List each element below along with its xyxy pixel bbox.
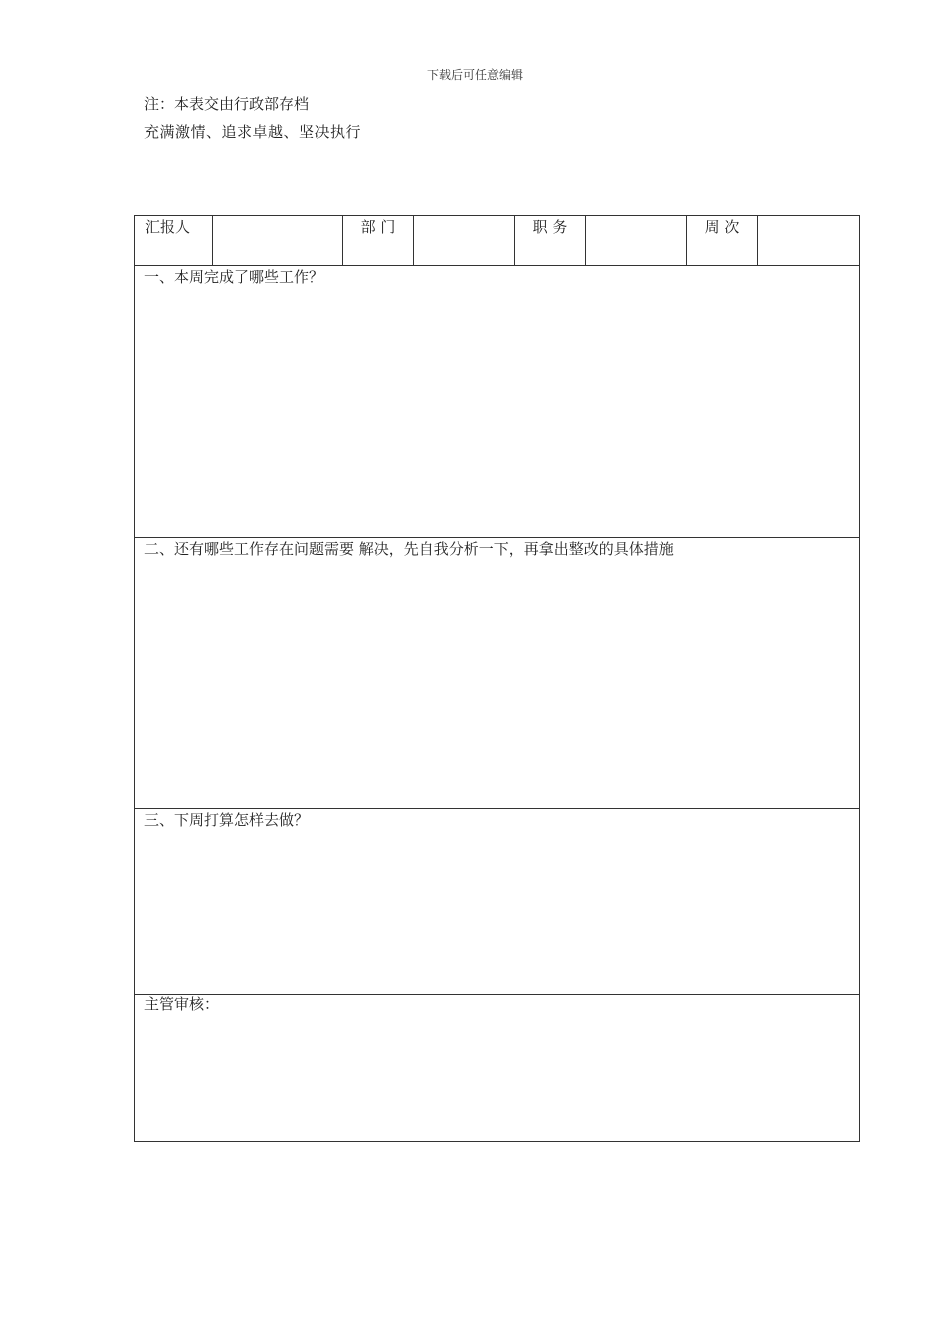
department-field[interactable] [414, 216, 515, 266]
archive-note: 注：本表交由行政部存档 [144, 95, 310, 113]
section-review-row [135, 995, 860, 1142]
section-issues-title: 二、还有哪些工作存在问题需要 解决，先自我分析一下，再拿出整改的具体措施 [144, 540, 674, 558]
supervisor-review-label: 主管审核： [144, 995, 220, 1013]
section-next-week-area[interactable] [135, 809, 860, 995]
position-field[interactable] [586, 216, 687, 266]
section-review-area[interactable] [135, 995, 860, 1142]
section-completed-row [135, 266, 860, 538]
reporter-label: 汇报人 [135, 216, 213, 266]
page-header-note: 下载后可任意编辑 [426, 68, 523, 82]
section-completed-title: 一、本周完成了哪些工作？ [144, 268, 325, 286]
header-row [135, 216, 860, 266]
position-label: 职 务 [515, 216, 586, 266]
department-label: 部 门 [343, 216, 414, 266]
section-completed-area[interactable] [135, 266, 860, 538]
section-issues-area[interactable] [135, 538, 860, 809]
reporter-field[interactable] [213, 216, 343, 266]
section-next-week-row [135, 809, 860, 995]
week-field[interactable] [758, 216, 860, 266]
section-next-week-title: 三、下周打算怎样去做？ [144, 811, 310, 829]
company-slogan: 充满激情、追求卓越、坚决执行 [144, 123, 362, 141]
weekly-report-table [134, 215, 860, 1142]
section-issues-row [135, 538, 860, 809]
week-label: 周 次 [687, 216, 758, 266]
